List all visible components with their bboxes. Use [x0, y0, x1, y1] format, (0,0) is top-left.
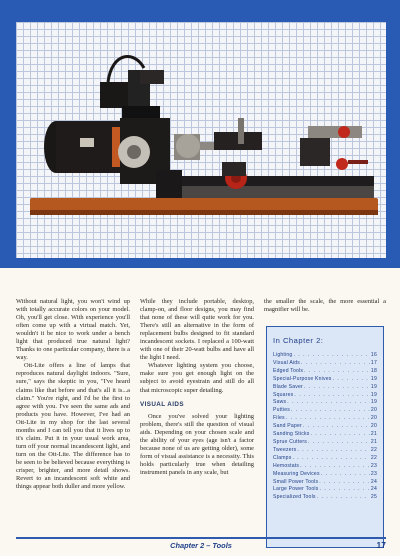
toc-item [273, 415, 377, 423]
toc-item [273, 431, 377, 439]
toc-label: Small Power Tools [273, 478, 319, 485]
toc-page: 22 [370, 454, 377, 461]
toc-page: 20 [370, 407, 377, 414]
toc-label: Special-Purpose Knives [273, 375, 332, 382]
toc-page: 19 [370, 391, 377, 398]
toc-page: 20 [370, 423, 377, 430]
section-heading: VISUAL AIDS [140, 400, 184, 408]
toc-label: Sprue Cutters [273, 438, 308, 445]
toc-label: Edged Tools [273, 367, 304, 374]
toc-item [273, 494, 377, 502]
toc-item [273, 392, 377, 400]
toc-item [273, 471, 377, 479]
lathe-photo [16, 22, 386, 258]
toc-page: 22 [370, 446, 377, 453]
toc-label: Sanding Sticks [273, 431, 310, 438]
toc-page: 19 [370, 383, 377, 390]
toc-item [273, 423, 377, 431]
toc-label: Saws [273, 399, 287, 406]
toc-page: 19 [370, 375, 377, 382]
toc-label: Specialized Tools [273, 494, 316, 501]
toc-page: 23 [370, 462, 377, 469]
toc-item [273, 384, 377, 392]
toc-label: Clamps [273, 454, 292, 461]
toc-item [273, 463, 377, 471]
toc-item [273, 360, 377, 368]
toc-page: 21 [370, 431, 377, 438]
toc-label: Sand Paper [273, 423, 302, 430]
toc-page: 18 [370, 367, 377, 374]
toc-title: In Chapter 2: [273, 336, 324, 345]
toc-page: 16 [370, 352, 377, 358]
toc-page: 19 [370, 399, 377, 406]
toc-item [273, 399, 377, 407]
toc-page: 17 [370, 359, 377, 366]
toc-item [273, 368, 377, 376]
chapter-contents-box [266, 326, 384, 548]
toc-item [273, 352, 377, 360]
toc-page: 24 [370, 486, 377, 493]
toc-item [273, 455, 377, 463]
footer-rule [16, 537, 386, 539]
paragraph: the smaller the scale, the more essential a magnifier will be. [264, 298, 386, 314]
toc-label: Visual Aids [273, 359, 301, 366]
toc-page: 23 [370, 470, 377, 477]
toc-page: 20 [370, 415, 377, 422]
toc-label: Hemostats [273, 462, 300, 469]
toc-label: Large Power Tools [273, 486, 319, 493]
paragraph: Whatever lighting system you choose, make sure you get enough light on the subject to avoid eyestrain and still do all that microscopic super detailing. [140, 362, 254, 394]
toc-item [273, 486, 377, 494]
paragraph: Without natural light, you won't wind up with totally accurate colors on your model. Oh, you'll get close. With experience you'll often come up with a virtual match. Yet, wouldn't it be nice to work under a bench light that produced true natural light? Thanks to one particular company, there is a way. [16, 298, 130, 362]
toc-item [273, 479, 377, 487]
toc-page: 24 [370, 478, 377, 485]
toc-item [273, 407, 377, 415]
page-number: 17 [376, 540, 386, 550]
column-3 [264, 298, 386, 314]
running-footer: Chapter 2 – Tools [170, 541, 232, 550]
toc-item [273, 447, 377, 455]
paragraph: While they include portable, desktop, clamp-on, and floor designs, you may find that none of these will quite work for you. There's still an alternative in the form of replacement bulbs designed to fit standard incandescent sockets. I replaced a 100-watt with one of their 20-watt bulbs and have all the light I need. [140, 298, 254, 362]
toc-label: Putties [273, 407, 290, 414]
toc-item [273, 439, 377, 447]
toc-page: 21 [370, 438, 377, 445]
paragraph: Once you've solved your lighting problem, there's still the question of visual aids. Depending on your chosen scale and the ability of your eyes (age isn't a factor because none of us are getting older), some form of visual assistance is a necessity. This holds particularly true when detailing instrument panels in any scale, but [140, 412, 254, 476]
toc-label: Squares [273, 391, 294, 398]
paragraph: Ott-Lite offers a line of lamps that reproduces natural daylight indoors. "Sure, sure," says the skeptic in you, "I've heard claims like that before and that's all it is...a claim." You're right, and I'd be the first to agree with you. I've seen the same ads and products you have. However, I've had an Ott-Lite in my shop for the last several months and I can tell you that it lives up to it's claim. Put it in your usual work area, turn off your normal incandescent light, and turn on the Ott-Lite. The difference has to be seen to be believed because everything is crisper, brighter, and more detail shows. Revert to an incandescent soft white and things appear both duller and more yellow. [16, 362, 130, 491]
toc-label: Measuring Devices [273, 470, 320, 477]
column-2 [140, 298, 254, 477]
column-1 [16, 298, 130, 491]
toc-page: 25 [370, 494, 377, 501]
toc-label: Tweezers [273, 446, 297, 453]
toc-label: Files [273, 415, 285, 422]
toc-label: Lighting [273, 352, 293, 358]
toc-label: Blade Saver [273, 383, 303, 390]
toc-item [273, 376, 377, 384]
